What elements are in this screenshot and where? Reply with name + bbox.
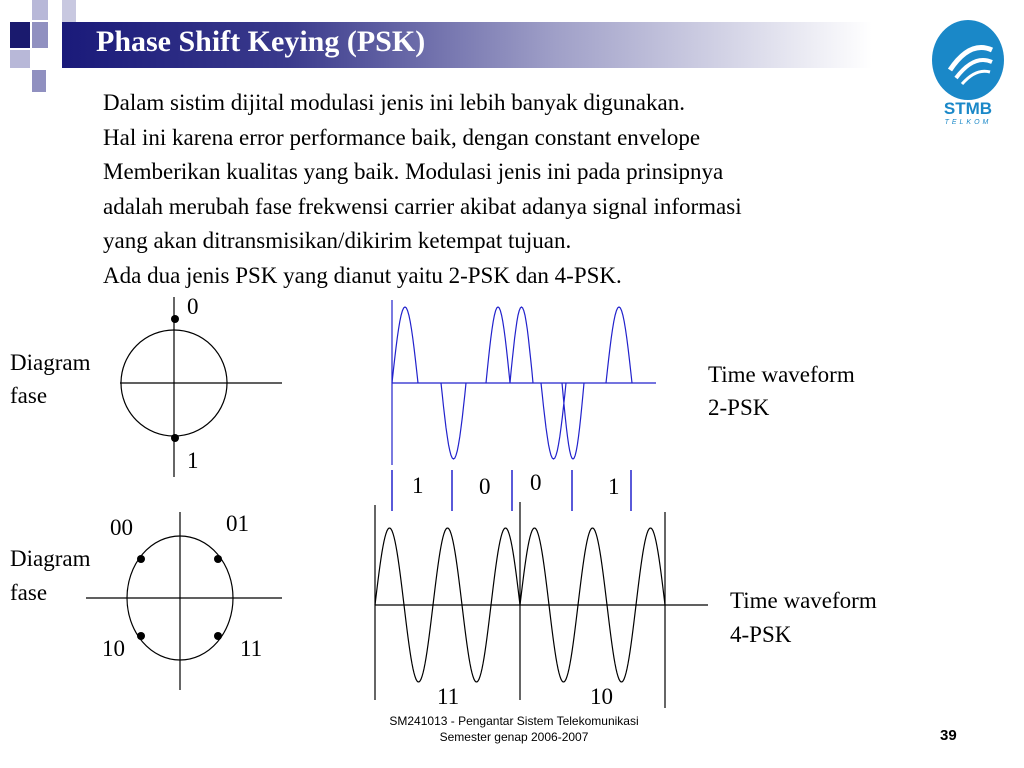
- body-line: Dalam sistim dijital modulasi jenis ini lebih banyak digunakan.: [103, 90, 685, 115]
- slide-title: Phase Shift Keying (PSK): [96, 25, 426, 58]
- logo-subtext: TELKOM: [944, 119, 992, 126]
- page-number: 39: [940, 727, 957, 744]
- footer-semester: Semester genap 2006-2007: [439, 730, 589, 744]
- diagram-label: fase: [10, 383, 48, 408]
- body-line: Hal ini karena error performance baik, dengan constant envelope: [103, 124, 701, 150]
- waveform-label: Time waveform: [708, 362, 855, 387]
- phase-diagram-2psk: [120, 297, 282, 477]
- phase-point: [214, 632, 222, 640]
- phase-point: [137, 555, 145, 563]
- body-line: Ada dua jenis PSK yang dianut yaitu 2-PSK dan 4-PSK.: [103, 262, 622, 288]
- phase-point: [137, 632, 145, 640]
- phase-point: [214, 555, 222, 563]
- body-line: yang akan ditransmisikan/dikirim ketempat tujuan.: [103, 228, 572, 253]
- bit-label: 0: [530, 470, 542, 495]
- body-line: Memberikan kualitas yang baik. Modulasi jenis ini pada prinsipnya: [103, 159, 724, 184]
- waveform-2psk-axes: [392, 300, 656, 465]
- phase-label: 11: [240, 636, 263, 661]
- phase-point: [171, 315, 179, 323]
- phase-point: [171, 434, 179, 442]
- body-line: adalah merubah fase frekwensi carrier akibat adanya signal informasi: [103, 193, 742, 219]
- bit-label: 0: [479, 474, 491, 499]
- waveform-label: Time waveform: [730, 588, 877, 613]
- waveform-label: 2-PSK: [708, 395, 770, 420]
- waveform-4psk-axes: [375, 502, 708, 708]
- bit-dividers: [392, 470, 631, 511]
- symbol-label: 11: [437, 684, 460, 709]
- diagram-label: Diagram: [10, 546, 91, 571]
- bit-label: 1: [608, 474, 620, 499]
- footer-course: SM241013 - Pengantar Sistem Telekomunikasi: [389, 714, 639, 728]
- phase-label: 01: [226, 511, 249, 536]
- bit-label: 1: [412, 473, 424, 498]
- phase-label: 10: [102, 636, 125, 661]
- logo-text: STMB: [943, 99, 993, 118]
- phase-label: 1: [187, 448, 199, 473]
- phase-label: 00: [110, 515, 133, 540]
- diagram-label: Diagram: [10, 350, 91, 375]
- waveform-label: 4-PSK: [730, 622, 792, 647]
- diagram-label: fase: [10, 580, 48, 605]
- phase-label: 0: [187, 294, 199, 319]
- symbol-label: 10: [590, 684, 613, 709]
